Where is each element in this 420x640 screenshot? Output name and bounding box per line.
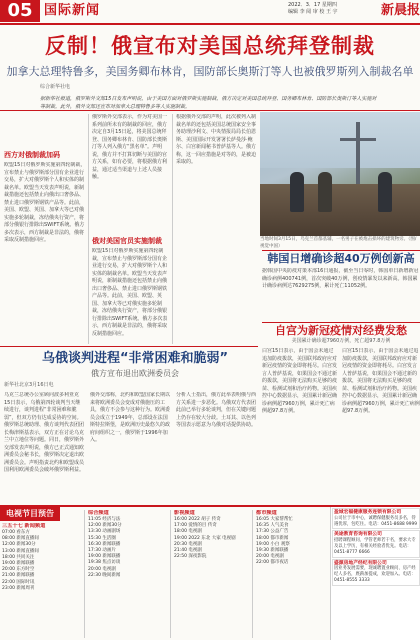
tv-divider — [170, 510, 171, 638]
tv-item: 13:30 动画剧场 — [88, 529, 121, 535]
tv-item: 19:00 新闻联播 — [88, 554, 121, 560]
third-column-text: 根据俄外交部的声明，此次被列入制裁名单的还包括美国总统国家安全事务助理沙利文、中央情报局局长伯恩斯、美国国际开发署署长萨曼莎·鲍尔、白宫新闻秘书普萨基等人。俄方称，这一回应措施是对等的，是被迫采取的。 — [176, 114, 256, 165]
ad-title: 盈城宏福健康服务连锁有限公司 — [334, 510, 402, 515]
tv-channel-2 — [88, 510, 168, 638]
middle-column-head: 俄对美国官员实施制裁 — [92, 237, 162, 245]
tv-item: 16:00 2022 胡子 传奇 — [174, 517, 221, 522]
tv-item: 22:00 国际时讯 — [2, 579, 35, 585]
story-divider — [262, 322, 420, 323]
tv-item: 15:30 生活圈 — [88, 535, 116, 541]
tv-item: 19:38 焦点访谈 — [88, 560, 121, 566]
tv-channel-3 — [174, 510, 250, 638]
tv-item: 12:00 新闻30分 — [88, 523, 122, 529]
tv-item: 18:00 电视剧 — [174, 529, 202, 535]
tv-item: 08:00 新闻直播间 — [2, 536, 39, 542]
ad-text: 因业务发展需要，现诚聘置业顾问、房产经纪人多名，底薪加提成，欢迎加入。电话：0451-8555 3333 — [334, 566, 416, 583]
tv-channel-1 — [2, 523, 82, 638]
tv-item: 19:00 新闻联播 — [2, 561, 35, 567]
date-line — [288, 2, 338, 16]
page-number: 05 — [0, 0, 40, 22]
tv-item: 20:30 电视剧 — [174, 541, 202, 547]
center-story-byline: 新华社北京3月16日电 — [4, 382, 54, 388]
whitehouse-story-text-2: 白宫15日表示，由于国会未通过追加防疫拨款，美国联邦政府应对新冠疫情的资金即将耗尽。白宫发言人普萨基说，如果国会不通过新的拨款，美国将无法购买足够的疫苗、检测试剂和治疗药物。美国疾控中心数据显示，美国累计新冠确诊病例超7960万例，累计死亡病例超97.8万例。 — [342, 348, 420, 414]
tv-channel-4 — [256, 510, 328, 638]
tv-item: 16:35 人气美食 — [256, 523, 289, 529]
tv-channel-name: 三五十七 新闻频道 — [2, 523, 46, 529]
center-story-text: 乌克兰总统办公室顾问波多利亚克15日表示，乌俄第四轮谈判当天继续进行，谈判进程“非常困难和脆弱”，但双方仍有达成妥协的空间。俄罗斯总统助理、俄方谈判代表团团长梅津斯基表示，双方正在讨论乌克兰中立地位等问题。同日，俄罗斯外交部发表声明说，俄方已正式通知欧洲委员会秘书长，俄罗斯决定退出欧洲委员会。声明指责北约和欧盟成员国利用欧洲委员会破坏俄罗斯利益。 — [4, 392, 84, 473]
ad-box — [332, 508, 420, 529]
column-divider — [172, 114, 173, 344]
lead-subhead: 加拿大总理特鲁多，美国务卿布林肯，国防部长奥斯汀等人也被俄罗斯列入制裁名单 — [6, 65, 414, 78]
photo-caption: 当地时间3月15日，乌克兰首都基辅，一名男子在被炮击损坏的建筑物旁。（图/视觉中国） — [260, 237, 417, 249]
tv-item: 19:00 小白 观察 — [256, 541, 290, 547]
tv-item: 22:50 深夜影院 — [174, 554, 207, 560]
tv-channel-name: 影视频道 — [174, 510, 195, 516]
tv-item: 20:00 电视剧 — [256, 554, 284, 560]
center-story-text-3: 分析人士指出，俄方此举表明俄与西方关系进一步恶化。乌俄双方代表团此前已举行多轮谈判，但在关键问题上仍存在较大分歧。土耳其、以色列等国表示愿意为乌俄对话提供协助。 — [176, 392, 256, 428]
center-story-subhead: 俄方宣布退出欧洲委员会 — [91, 369, 179, 378]
ad-box — [332, 559, 420, 586]
left-column-text: 欧盟15日对俄罗斯实施第四轮制裁，宣布禁止与俄罗斯部分国有企业进行交易，扩大对俄罗斯个人和实体的制裁名单。欧盟当天发表声明说，新制裁措施还包括禁止向俄出口奢侈品、禁止进口俄罗斯钢铁产品等。此前，美国、欧盟、英国、加拿大等已对俄实施多轮制裁，冻结俄央行资产，将部分俄银行排除出SWIFT系统。俄方多次表示，西方制裁是非法的，俄将采取反制措施回应。 — [4, 162, 86, 243]
tv-item: 19:00 2022 东北 大家 电视剧 — [174, 535, 236, 541]
center-story-headline: 乌俄谈判进程“非常困难和脆弱” — [41, 351, 229, 366]
ad-title: 美途教育咨询有限公司 — [334, 532, 382, 538]
tv-divider — [84, 510, 85, 638]
middle-column-text: 俄罗斯外交部表示，作为对美国一系列前所未有的制裁的回应，俄方决定自3月15日起，将美国总统拜登、国务卿布林肯、国防部长奥斯汀等人列入俄方“黑名单”。声明说，俄方并不打算切断与美国的官方关系，如有必要，将根据俄方利益，通过适当渠道与上述人员接触。 — [92, 114, 168, 180]
tv-item: 21:40 电视剧 — [174, 548, 202, 554]
tv-divider — [252, 510, 253, 638]
whitehouse-story-subhead: 美国累计确诊超7960万例，死亡超97.8万例 — [291, 338, 391, 344]
tv-channel-name: 都市频道 — [256, 510, 277, 516]
ad-box — [332, 530, 420, 557]
left-column-head: 西方对俄制裁加码 — [4, 151, 60, 159]
ad-text: 公司位于市中心，诚聘保健服务员多名，待遇优厚，包吃住。电话：0451-8688 9999 — [334, 515, 417, 527]
tv-item: 11:05 经济与法 — [88, 517, 121, 522]
date-line-2: 编辑 李 阅 审 校 王 宇 — [288, 9, 338, 15]
korea-story-headline: 韩国日增确诊超40万例创新高 — [267, 252, 415, 265]
lead-headline: 反制！俄宣布对美国总统拜登制裁 — [45, 34, 375, 58]
tv-item: 21:00 新闻联播 — [2, 573, 35, 579]
story-divider — [262, 250, 420, 251]
tv-item: 22:00 都市夜话 — [256, 560, 289, 566]
header-divider — [0, 23, 420, 25]
tv-item: 17:30 公益广告 — [256, 529, 289, 535]
tv-item: 16:05 大家帮帮忙 — [256, 517, 293, 522]
tv-guide-logo: 电视节目预告 — [0, 507, 60, 521]
whitehouse-story-headline: 自宫为新冠疫情对经费发愁 — [275, 324, 407, 337]
lead-byline: 综合新华社电 — [40, 84, 71, 90]
tv-item: 23:00 新闻周刊 — [2, 585, 35, 591]
story-divider — [0, 346, 258, 347]
korea-story-text: 据韩国中央防疫对策本部16日通报，截至当日零时，韩国单日新增新冠确诊病例400741例，首次突破40万例，创疫情暴发以来新高。韩国累计确诊病例达7629275例，累计死亡11052例。 — [262, 268, 419, 289]
classified-ads — [330, 507, 420, 640]
column-divider — [88, 114, 89, 344]
whitehouse-story-text: 白宫15日表示，由于国会未通过追加防疫拨款，美国联邦政府应对新冠疫情的资金即将耗尽。白宫发言人普萨基说，如果国会不通过新的拨款，美国将无法购买足够的疫苗、检测试剂和治疗药物。美国疾控中心数据显示，美国累计新冠确诊病例超7960万例，累计死亡病例超97.8万例。 — [262, 348, 338, 414]
tv-item: 20:00 东方时空 — [2, 567, 35, 573]
tv-item: 18:00 共同关注 — [2, 554, 35, 560]
tv-item: 20:00 电视剧 — [88, 566, 116, 572]
newspaper-brand: 新晨报 — [380, 3, 420, 18]
lede-divider — [0, 110, 420, 111]
news-photo — [260, 112, 420, 236]
ad-text: 招聘课程顾问、学管老师若干名，要求大专及以上学历，有相关经验者优先。电话：0451-8777 6666 — [334, 538, 416, 555]
tv-channel-name: 综合频道 — [88, 510, 109, 516]
center-story-text-2: 俄外交部称，北约和欧盟国家长期以来将欧洲委员会变成对俄施压的工具，俄方不会参与这种行为。欧洲委员会成立于1949年，总部设在法国斯特拉斯堡，是欧洲历史最悠久的政府间组织之一，俄罗斯于1996年加入。 — [90, 392, 170, 443]
tv-item: 13:00 新闻直播间 — [2, 548, 39, 554]
tv-item: 17:30 动画片 — [88, 548, 116, 554]
tv-item: 12:00 新闻30分 — [2, 542, 36, 548]
ad-title: 盛源房地产经纪有限公司 — [334, 560, 387, 566]
tv-item: 17:00 爱情的目 传奇 — [174, 523, 217, 529]
lead-lede: 据新华社报道，俄罗斯外交部15日发布声明说，由于美国方面对俄罗斯实施制裁，俄方决定对美国总统拜登、国务卿布林肯、国防部长奥斯汀等人实施对等制裁。此外，俄外交部还宣布对加拿大总理特鲁多等人实施制裁。 — [40, 96, 377, 110]
tv-item: 07:00 看东方 — [2, 530, 30, 535]
tv-item: 16:30 新闻联播 — [88, 541, 121, 547]
section-title: 国际新闻 — [44, 3, 101, 18]
tv-item: 18:00 都市新闻 — [256, 535, 289, 541]
date-line-1: 2022．3．17 星期四 — [288, 2, 337, 8]
tv-item: 19:30 新闻联播 — [256, 548, 289, 554]
middle-column-text-2: 欧盟15日对俄罗斯实施第四轮制裁，宣布禁止与俄罗斯部分国有企业进行交易，扩大对俄罗斯个人和实体的制裁名单。欧盟当天发表声明说，新制裁措施还包括禁止向俄出口奢侈品、禁止进口俄罗斯钢铁产品等。此前，美国、欧盟、英国、加拿大等已对俄实施多轮制裁，冻结俄央行资产，将部分俄银行排除出SWIFT系统。俄方多次表示，西方制裁是非法的，俄将采取反制措施回应。 — [92, 248, 168, 337]
tv-item: 22:30 晚间新闻 — [88, 572, 121, 578]
